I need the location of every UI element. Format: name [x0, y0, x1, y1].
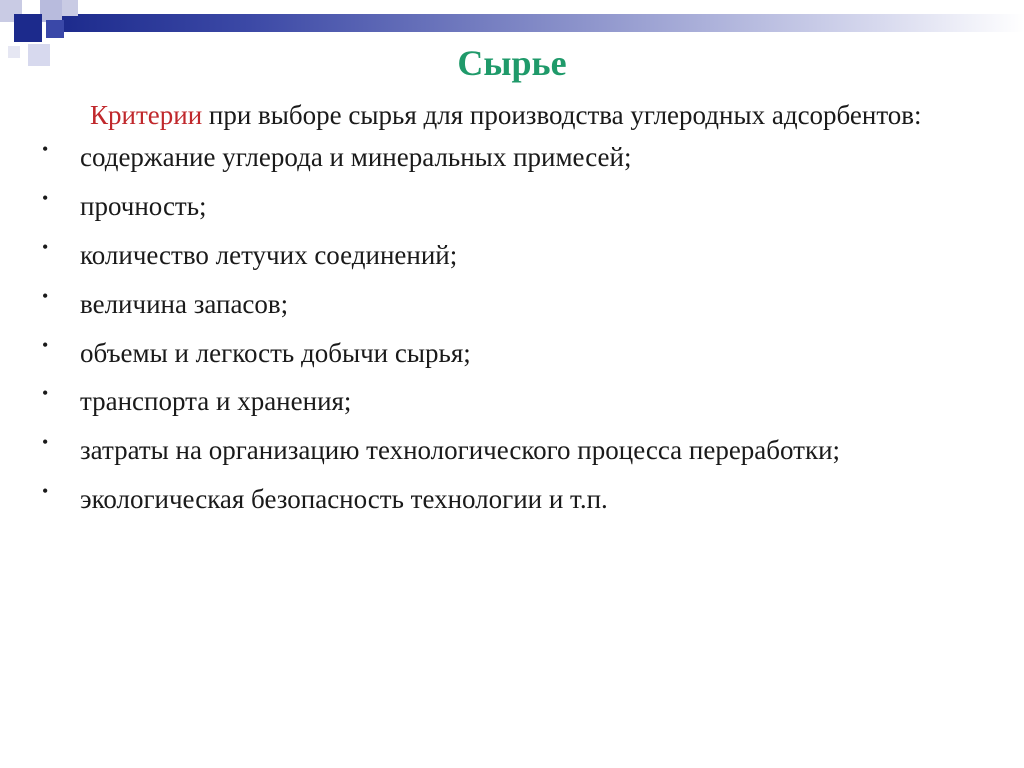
bullet-icon: •: [42, 334, 49, 355]
decor-square: [62, 0, 78, 16]
decor-square: [40, 0, 62, 22]
bullet-icon: •: [42, 285, 49, 306]
list-item-text: объемы и легкость добычи сырья;: [80, 337, 471, 368]
slide-content: [42, 98, 988, 531]
list-item: [42, 238, 988, 274]
list-item-text: количество летучих соединений;: [80, 239, 458, 270]
decor-square: [46, 20, 64, 38]
list-item: [42, 336, 988, 372]
bullet-icon: •: [42, 383, 49, 404]
criteria-list: [42, 140, 988, 518]
list-item: [42, 433, 988, 469]
bullet-icon: •: [42, 138, 49, 159]
list-item-text: транспорта и хранения;: [80, 386, 352, 417]
list-item-text: прочность;: [80, 190, 207, 221]
list-item: [42, 287, 988, 323]
list-item: [42, 189, 988, 225]
decor-square: [14, 14, 42, 42]
bullet-icon: •: [42, 236, 49, 257]
bullet-icon: •: [42, 432, 49, 453]
bullet-icon: •: [42, 187, 49, 208]
list-item-text: содержание углерода и минеральных примесей;: [80, 141, 632, 172]
list-item: [42, 140, 988, 176]
list-item: [42, 384, 988, 420]
bullet-icon: •: [42, 481, 49, 502]
intro-accent-word: Критерии: [90, 100, 203, 130]
intro-text: при выборе сырья для производства углеродных адсорбентов:: [202, 100, 922, 130]
list-item-text: затраты на организацию технологического процесса переработки;: [80, 435, 841, 466]
header-gradient-bar: [56, 14, 1024, 32]
intro-paragraph: [42, 98, 988, 134]
list-item: [42, 482, 988, 518]
slide-title: Сырье: [457, 43, 567, 83]
list-item-text: экологическая безопасность технологии и т.п.: [80, 484, 608, 515]
list-item-text: величина запасов;: [80, 288, 289, 319]
